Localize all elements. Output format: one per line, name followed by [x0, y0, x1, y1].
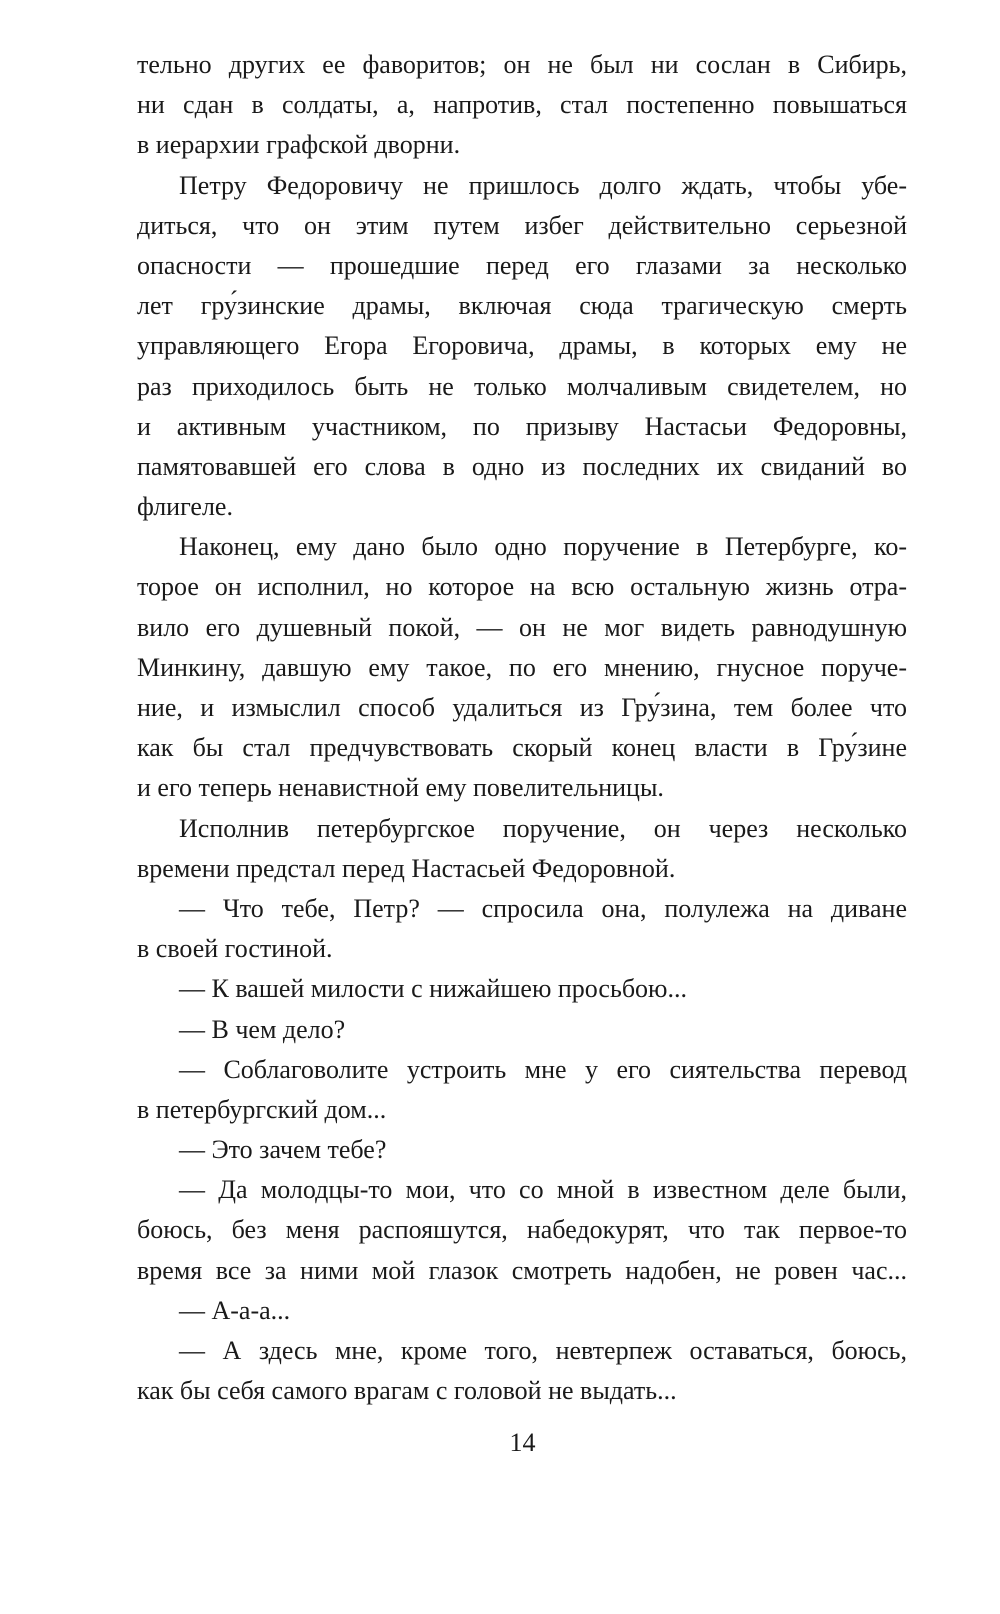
text-line: торое он исполнил, но которое на всю остальную жизнь отра- [137, 572, 907, 602]
page-number: 14 [509, 1428, 536, 1457]
book-page-text [137, 45, 907, 1411]
text-line: времени предстал перед Настасьей Федоровной. [137, 853, 676, 883]
text-line: — Да молодцы-то мои, что со мной в известном деле были, [179, 1175, 907, 1205]
text-line: — Это зачем тебе? [179, 1135, 387, 1165]
text-line: ние, и измыслил способ удалиться из Гру́зина, тем более что [137, 693, 907, 722]
text-line: — К вашей милости с нижайшею просьбою... [179, 974, 687, 1004]
text-line: в своей гостиной. [137, 934, 333, 964]
text-line: Исполнив петербургское поручение, он через несколько [179, 813, 907, 843]
text-line: тельно других ее фаворитов; он не был ни сослан в Сибирь, [137, 50, 907, 79]
text-line: и активным участником, по призыву Настасьи Федоровны, [137, 411, 907, 441]
text-line: раз приходилось быть не только молчаливым свидетелем, но [137, 371, 907, 401]
text-line: диться, что он этим путем избег действительно серьезной [137, 210, 907, 240]
text-line: Петру Федоровичу не пришлось долго ждать, чтобы убе- [179, 170, 907, 200]
text-line: опасности — прошедшие перед его глазами за несколько [137, 250, 907, 280]
text-line: — В чем дело? [179, 1014, 346, 1044]
text-line: — Что тебе, Петр? — спросила она, полулежа на диване [179, 893, 907, 923]
text-line: — Соблаговолите устроить мне у его сиятельства перевод [179, 1054, 907, 1084]
text-line: управляющего Егора Егоровича, драмы, в которых ему не [137, 331, 907, 361]
text-line: — А здесь мне, кроме того, невтерпеж оставаться, боюсь, [179, 1336, 907, 1365]
text-line: как бы стал предчувствовать скорый конец власти в Гру́зине [137, 733, 907, 763]
text-line: в иерархии графской дворни. [137, 130, 461, 160]
text-line: лет гру́зинские драмы, включая сюда трагическую смерть [137, 291, 907, 321]
text-line: — А-а-а... [179, 1295, 291, 1325]
text-line: время все за ними мой глазок смотреть надобен, не ровен час... [137, 1255, 907, 1285]
text-line: флигеле. [137, 492, 233, 522]
text-line: памятовавшей его слова в одно из последних их свиданий во [137, 451, 907, 481]
text-line: как бы себя самого врагам с головой не выдать... [137, 1376, 677, 1406]
text-line: и его теперь ненавистной ему повелительницы. [137, 773, 664, 803]
text-line: ни сдан в солдаты, а, напротив, стал постепенно повышаться [137, 90, 907, 120]
text-line: боюсь, без меня распояшутся, набедокурят, что так первое-то [137, 1215, 907, 1245]
text-line: Наконец, ему дано было одно поручение в Петербурге, ко- [179, 532, 907, 562]
text-line: вило его душевный покой, — он не мог видеть равнодушную [137, 612, 907, 642]
text-line: Минкину, давшую ему такое, по его мнению, гнусное поруче- [137, 652, 907, 682]
text-line: в петербургский дом... [137, 1094, 387, 1124]
